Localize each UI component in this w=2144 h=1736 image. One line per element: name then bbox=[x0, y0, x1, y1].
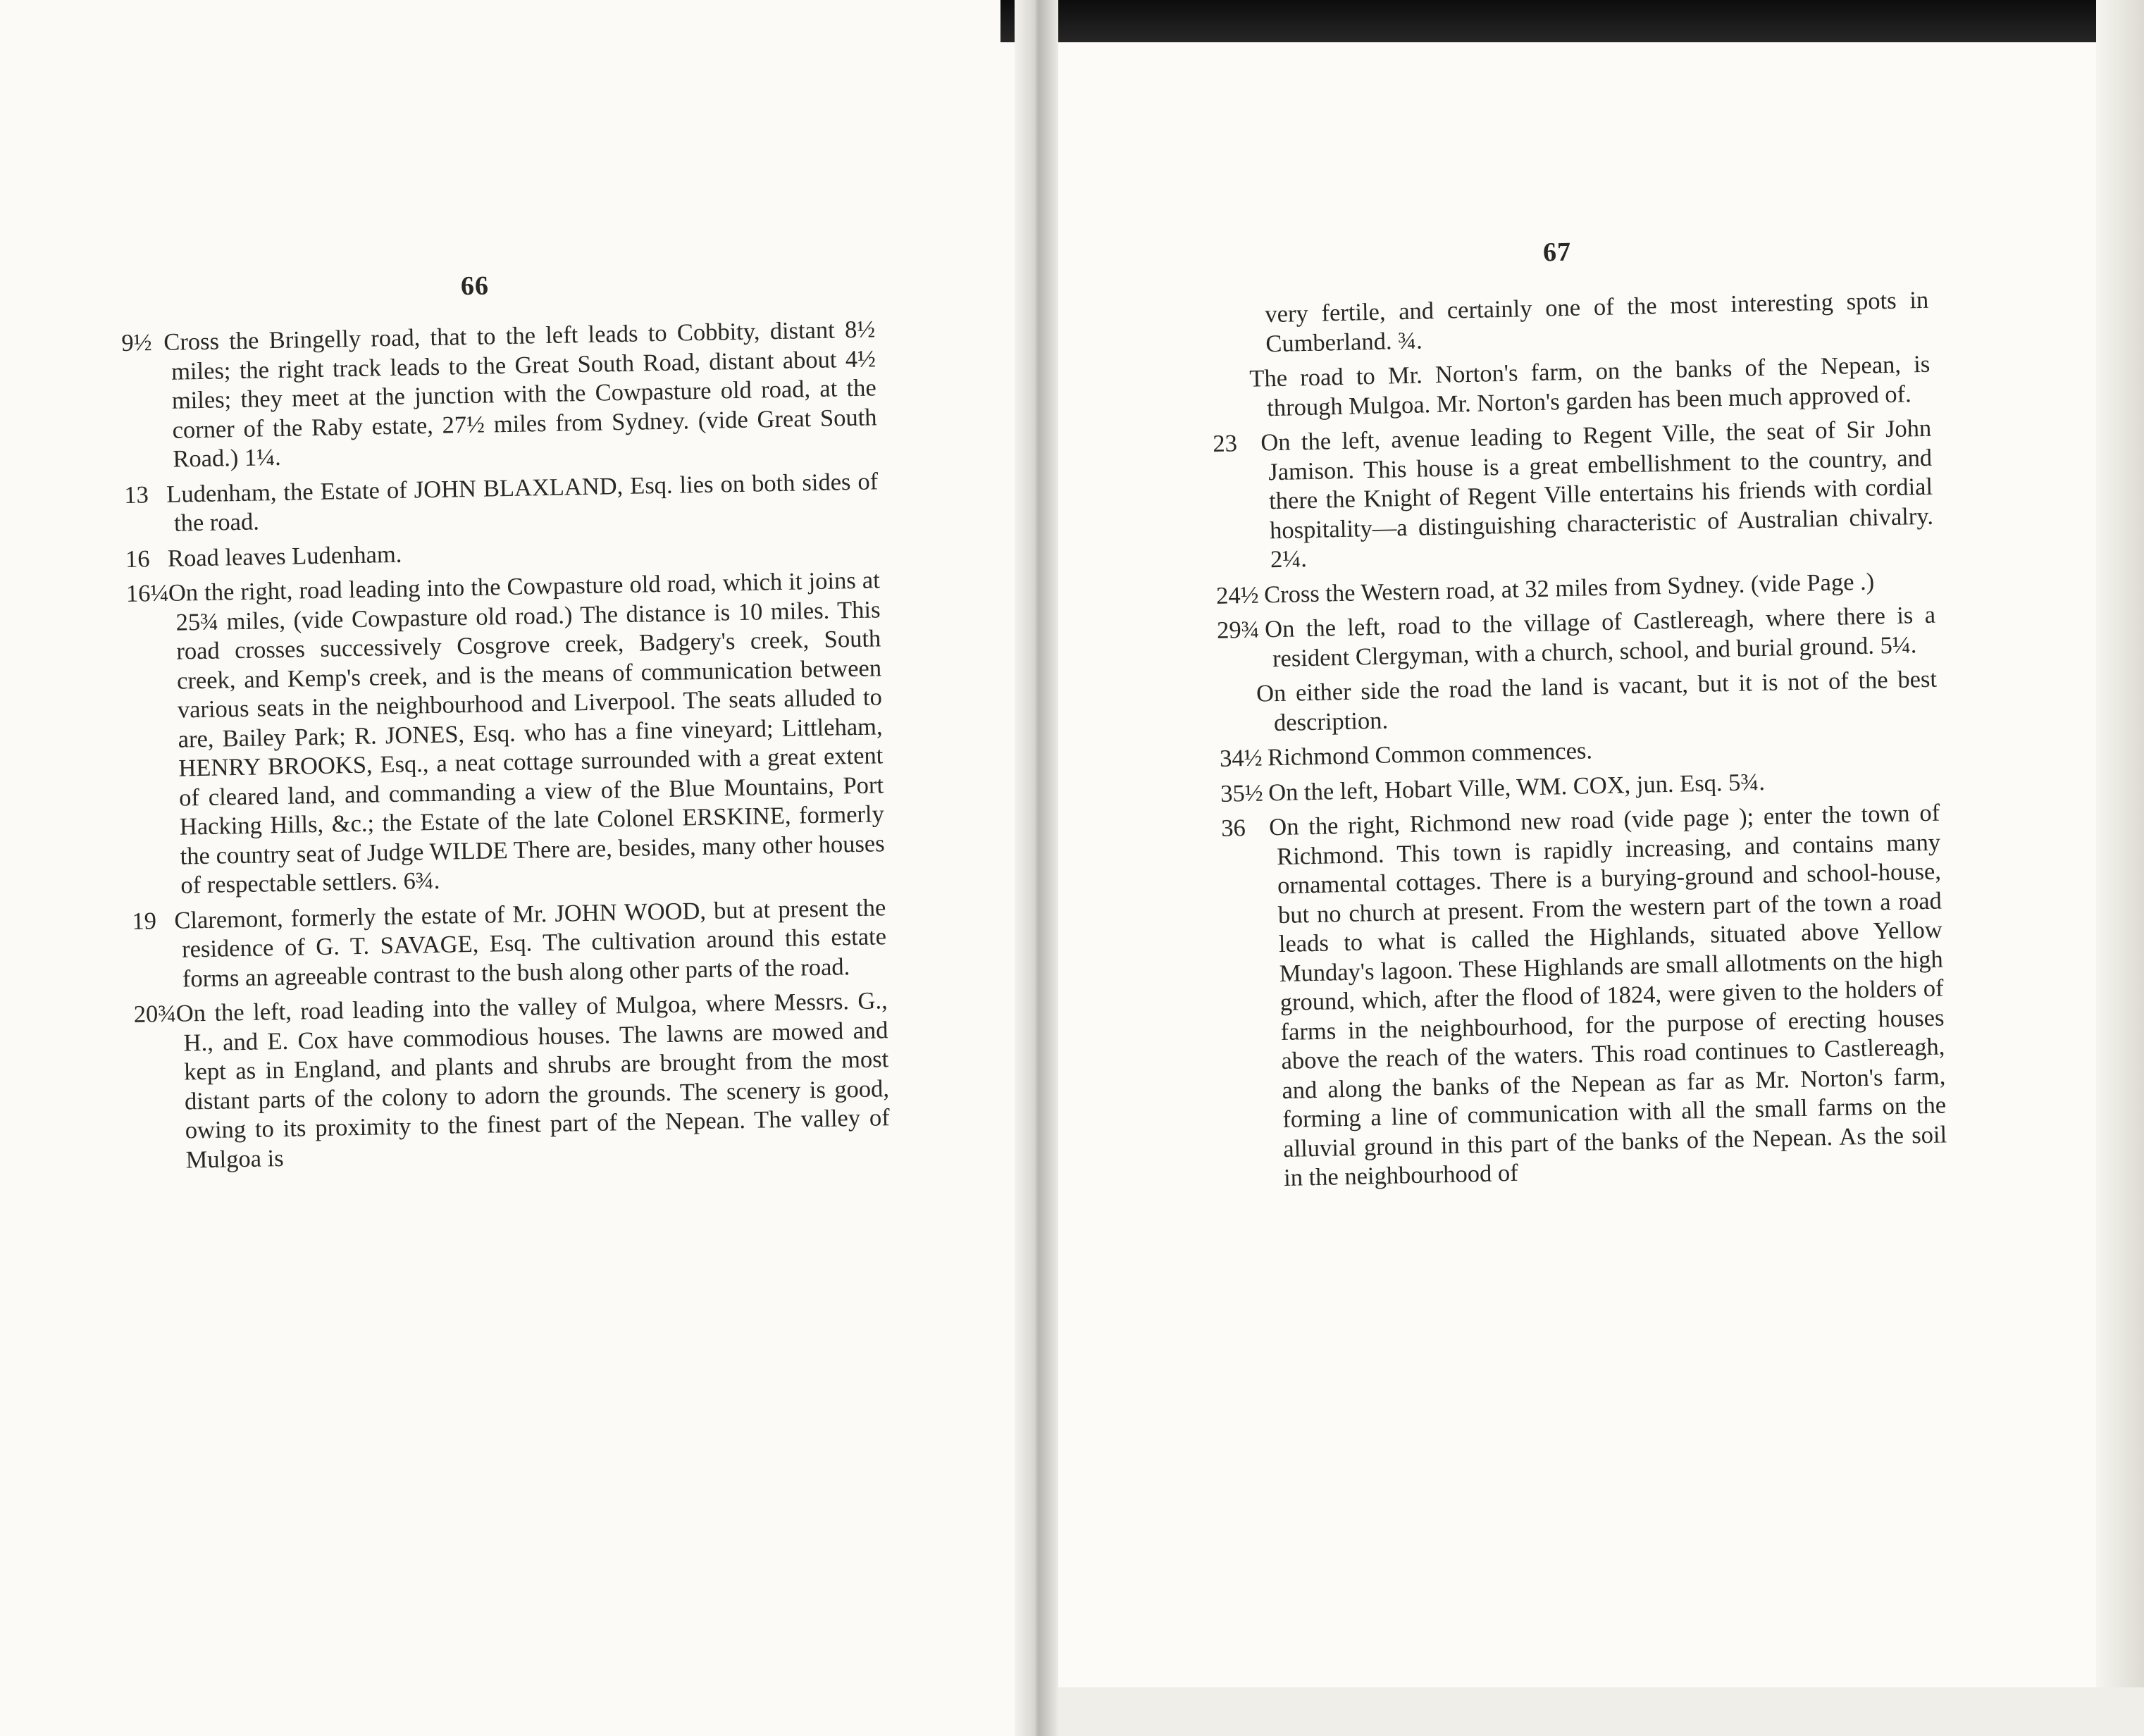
itinerary-entry bbox=[1213, 414, 1934, 576]
entry-text: Ludenham, the Estate of JOHN BLAXLAND, Esq. lies on both sides of the road. bbox=[166, 467, 879, 537]
mile-marker: 19 bbox=[132, 907, 157, 935]
entry-text: On the left, Hobart Ville, WM. COX, jun. Esq. 5¾. bbox=[1268, 768, 1766, 806]
entry-text: Road leaves Ludenham. bbox=[167, 540, 402, 572]
bottom-page-edge bbox=[1058, 1687, 2144, 1736]
itinerary-entry bbox=[1217, 601, 1937, 675]
note-text: The road to Mr. Norton's farm, on the banks of the Nepean, is through Mulgoa. Mr. Norton's garden has been much approved of. bbox=[1248, 350, 1931, 421]
note-text: On either side the road the land is vacant, but it is not of the best description. bbox=[1256, 665, 1938, 736]
itinerary-entry bbox=[126, 566, 886, 901]
entry-text: Richmond Common commences. bbox=[1267, 737, 1593, 771]
left-page-text bbox=[121, 315, 891, 1175]
mile-marker: 23 bbox=[1212, 430, 1238, 457]
mile-marker: 16 bbox=[125, 545, 150, 573]
entry-text: Claremont, formerly the estate of Mr. JOHN WOOD, but at present the residence of G. T. SAVAGE, Esq. The cultivation around this estate forms an agreeable contrast to the bush along other parts of the road. bbox=[174, 893, 887, 993]
note-paragraph bbox=[1218, 665, 1938, 739]
itinerary-entry bbox=[1221, 799, 1948, 1195]
mile-marker: 36 bbox=[1220, 814, 1246, 842]
note-paragraph bbox=[1211, 350, 1931, 424]
mile-marker: 16¼ bbox=[125, 579, 169, 607]
book-gutter bbox=[1015, 0, 1058, 1736]
itinerary-entry bbox=[121, 315, 878, 475]
page-number-left: 66 bbox=[460, 271, 490, 302]
entry-text: On the left, avenue leading to Regent Ville, the seat of Sir John Jamison. This house is a great embellishment to the country, and there the Knight of Regent Ville entertains his friends with cordial hospitality—a distinguishing characteristic of Australian chivalry. 2¼. bbox=[1260, 414, 1934, 574]
mile-marker: 9½ bbox=[121, 329, 152, 356]
mile-marker: 20¾ bbox=[133, 1000, 177, 1028]
mile-marker: 13 bbox=[123, 480, 149, 509]
right-page-edge bbox=[2096, 0, 2144, 1736]
page-number-right: 67 bbox=[1542, 237, 1572, 268]
mile-marker: 24½ bbox=[1215, 581, 1259, 609]
entry-text: On the right, road leading into the Cowpasture old road, which it joins at 25¾ miles, (vide Cowpasture old road.) The distance is 10 miles. This road crosses successively Cosgrove creek, Badgery's creek, South creek, and Kemp's creek, and is the means of communication between various seats in the neighbourhood and Liverpool. The seats alluded to are, Bailey Park; R. JONES, Esq. who has a fine vineyard; Littleham, HENRY BROOKS, Esq., a neat cottage surrounded with a great extent of cleared land, and commanding a view of the Blue Mountains, Port Hacking Hills, &c.; the Estate of the late Colonel ERSKINE, formerly the country seat of Judge WILDE There are, besides, many other houses of respectable settlers. 6¾. bbox=[168, 566, 885, 899]
continuation-text: very fertile, and certainly one of the most interesting spots in Cumberland. ¾. bbox=[1265, 286, 1929, 357]
entry-text: On the left, road to the village of Castlereagh, where there is a resident Clergyman, with a church, school, and burial ground. 5¼. bbox=[1264, 601, 1936, 672]
mile-marker: 35½ bbox=[1220, 779, 1264, 807]
entry-text: On the right, Richmond new road (vide page ); enter the town of Richmond. This town is rapidly increasing, and contains many ornamental cottages. There is a burying-ground and school-house, but no church at present. From the western part of the town a road leads to what is called the Highlands, situated above Yellow Munday's lagoon. These Highlands are small allotments on the high ground, which, after the flood of 1824, were given to the holders of farms in the neighbourhood, for the purpose of erecting houses above the reach of the waters. This road continues to Castlereagh, and along the banks of the Nepean as far as Mr. Norton's farm, forming a line of communication with all the small farms on the alluvial ground in this part of the banks of the Nepean. As the soil in the neighbourhood of bbox=[1268, 799, 1947, 1191]
itinerary-entry bbox=[133, 986, 890, 1176]
mile-marker: 34½ bbox=[1219, 744, 1263, 772]
entry-text: Cross the Bringelly road, that to the left leads to Cobbity, distant 8½ miles; the right track leads to the Great South Road, distant about 4½ miles; they meet at the junction with the Cowpasture old road, at the corner of the Raby estate, 27½ miles from Sydney. (vide Great South Road.) 1¼. bbox=[163, 316, 877, 473]
entry-text: On the left, road leading into the valley of Mulgoa, where Messrs. G., H., and E. Cox have commodious houses. The lawns are mowed and kept as in England, and plants and shrubs are brought from the most distant parts of the colony to adorn the grounds. The scenery is good, owing to its proximity to the finest part of the Nepean. The valley of Mulgoa is bbox=[175, 987, 891, 1174]
itinerary-entry bbox=[124, 467, 879, 540]
top-dark-strip bbox=[1000, 0, 2144, 42]
mile-marker: 29¾ bbox=[1216, 616, 1260, 644]
itinerary-entry bbox=[132, 893, 887, 995]
right-page-text bbox=[1210, 286, 1947, 1194]
entry-text: Cross the Western road, at 32 miles from Sydney. (vide Page .) bbox=[1263, 568, 1875, 608]
